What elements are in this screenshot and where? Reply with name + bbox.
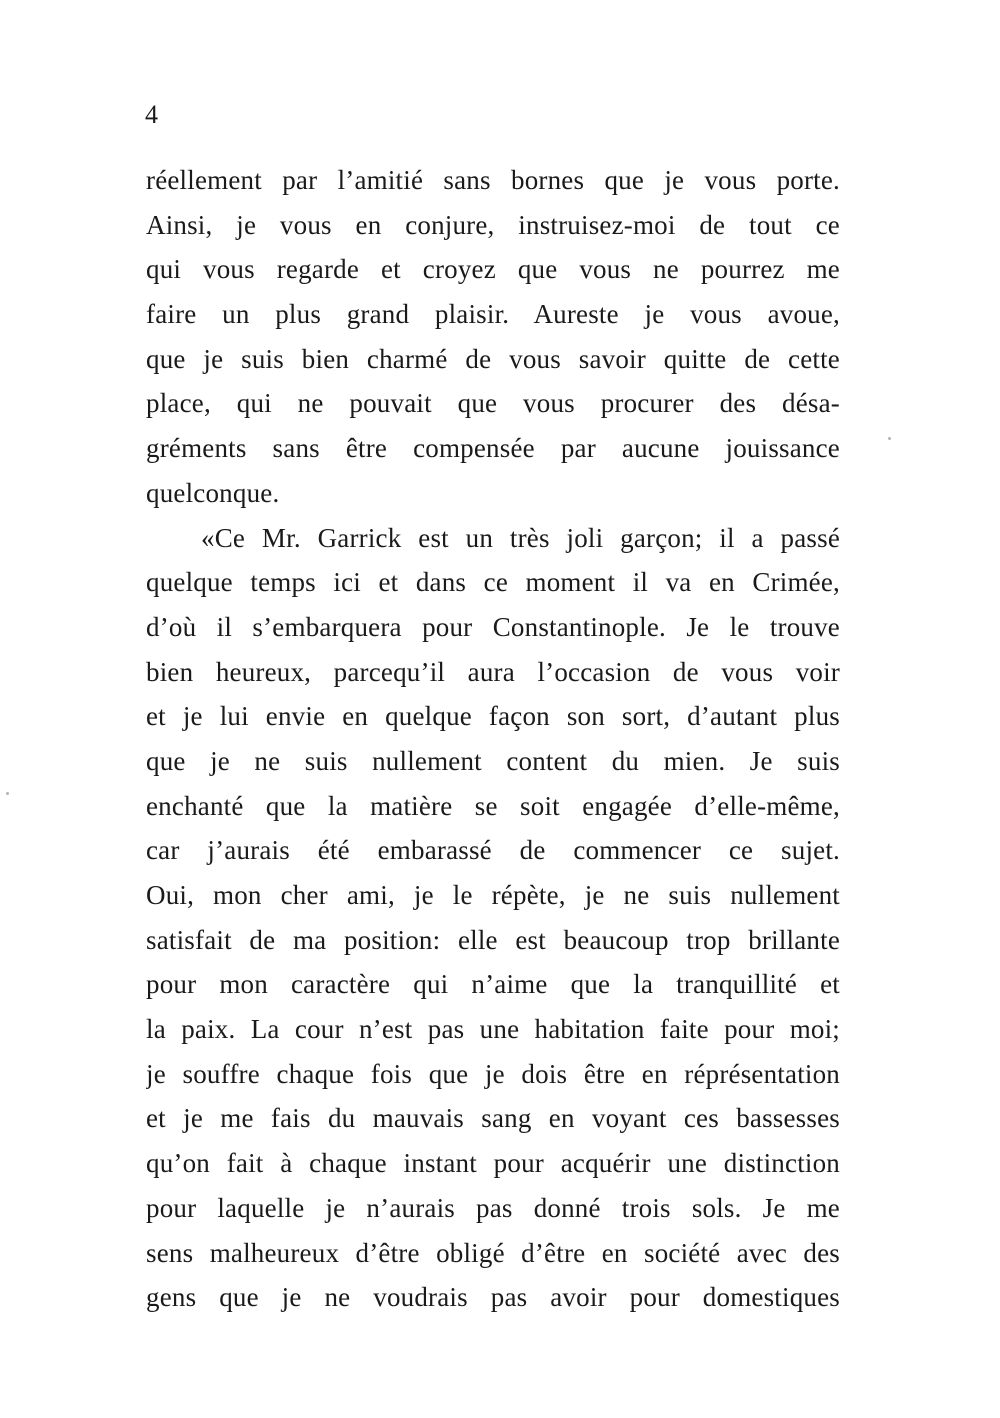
- text-line: que je ne suis nullement content du mien. Je suis: [146, 745, 840, 776]
- scan-speck: [6, 792, 9, 795]
- text-line: qu’on fait à chaque instant pour acquérir une distinction: [146, 1148, 840, 1179]
- text-line: pour laquelle je n’aurais pas donné trois sols. Je me: [146, 1192, 840, 1223]
- text-line: pour mon caractère qui n’aime que la tranquillité et: [146, 969, 840, 1000]
- text-line: sens malheureux d’être obligé d’être en société avec des: [146, 1237, 840, 1268]
- text-line: réellement par l’amitié sans bornes que je vous porte.: [146, 165, 840, 195]
- scan-speck: [888, 437, 891, 440]
- text-line: je souffre chaque fois que je dois être en réprésentation: [146, 1058, 840, 1089]
- text-line: gréments sans être compensée par aucune jouissance: [146, 433, 840, 464]
- text-line-paragraph-end: quelconque.: [146, 477, 280, 508]
- body-text: [146, 158, 840, 1320]
- text-line: place, qui ne pouvait que vous procurer des désa-: [146, 388, 840, 419]
- text-line: quelque temps ici et dans ce moment il va en Crimée,: [146, 567, 840, 598]
- text-line: Oui, mon cher ami, je le répète, je ne suis nullement: [146, 880, 840, 910]
- text-line: faire un plus grand plaisir. Aureste je vous avoue,: [146, 299, 840, 330]
- page-number: 4: [145, 100, 158, 129]
- text-line-paragraph-start: «Ce Mr. Garrick est un très joli garçon; il a passé: [201, 522, 840, 553]
- text-line: satisfait de ma position: elle est beaucoup trop brillante: [146, 924, 840, 955]
- text-line: d’où il s’embarquera pour Constantinople. Je le trouve: [146, 611, 840, 642]
- text-line: bien heureux, parcequ’il aura l’occasion de vous voir: [146, 656, 840, 687]
- text-line: gens que je ne voudrais pas avoir pour domestiques: [146, 1282, 840, 1313]
- text-line: enchanté que la matière se soit engagée d’elle-même,: [146, 790, 840, 821]
- text-line: car j’aurais été embarassé de commencer ce sujet.: [146, 835, 840, 866]
- text-line: que je suis bien charmé de vous savoir quitte de cette: [146, 343, 840, 374]
- text-line: et je lui envie en quelque façon son sort, d’autant plus: [146, 701, 840, 732]
- text-line: la paix. La cour n’est pas une habitation faite pour moi;: [146, 1014, 840, 1045]
- text-line: et je me fais du mauvais sang en voyant ces bassesses: [146, 1103, 840, 1134]
- text-line: qui vous regarde et croyez que vous ne pourrez me: [146, 254, 840, 285]
- text-line: Ainsi, je vous en conjure, instruisez-moi de tout ce: [146, 209, 840, 240]
